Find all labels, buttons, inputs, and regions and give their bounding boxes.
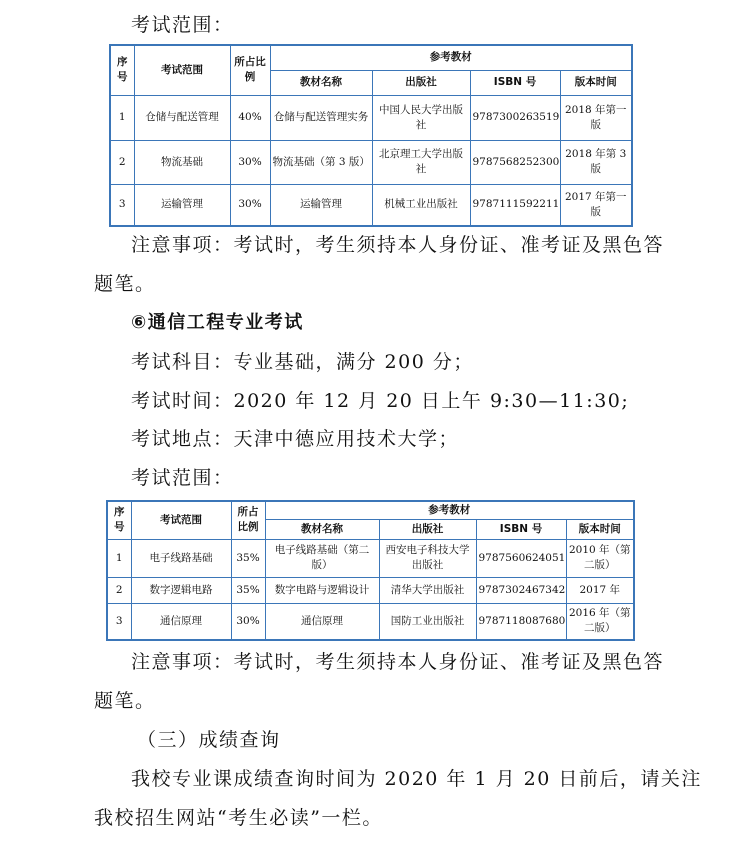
cell-edition: 2017 年 xyxy=(566,577,634,603)
cell-edition: 2018 年第 3 版 xyxy=(560,140,632,184)
header-book: 教材名称 xyxy=(265,519,379,539)
cell-edition: 2016 年（第二版） xyxy=(566,603,634,640)
cell-book: 通信原理 xyxy=(265,603,379,640)
section-title: ⑥通信工程专业考试 xyxy=(131,312,304,333)
note-1: 注意事项：考试时，考生须持本人身份证、准考证及黑色答 xyxy=(131,234,665,256)
scope-label: 考试范围： xyxy=(131,467,234,489)
cell-edition: 2018 年第一版 xyxy=(560,95,632,140)
header-publisher: 出版社 xyxy=(372,70,470,95)
header-scope: 考试范围 xyxy=(131,501,231,539)
exam-subject: 考试科目：专业基础，满分 200 分； xyxy=(131,351,474,373)
reference-table-logistics xyxy=(109,44,633,227)
cell-publisher: 清华大学出版社 xyxy=(379,577,476,603)
header-seq: 序号 xyxy=(110,45,134,95)
scope-label-top: 考试范围： xyxy=(131,14,234,36)
header-ratio: 所占比例 xyxy=(230,45,270,95)
exam-place: 考试地点：天津中德应用技术大学； xyxy=(131,428,460,450)
cell-publisher: 国防工业出版社 xyxy=(379,603,476,640)
table-row xyxy=(110,184,632,226)
header-ratio: 所占比例 xyxy=(231,501,265,539)
header-edition: 版本时间 xyxy=(560,70,632,95)
cell-scope: 物流基础 xyxy=(134,140,230,184)
query-heading: （三）成绩查询 xyxy=(137,729,281,751)
note-2: 注意事项：考试时，考生须持本人身份证、准考证及黑色答 xyxy=(131,651,665,673)
header-edition: 版本时间 xyxy=(566,519,634,539)
header-isbn: ISBN 号 xyxy=(476,519,566,539)
header-isbn: ISBN 号 xyxy=(470,70,560,95)
cell-isbn: 9787118087680 xyxy=(476,603,566,640)
cell-ratio: 30% xyxy=(231,603,265,640)
table-row xyxy=(107,577,634,603)
cell-ratio: 35% xyxy=(231,577,265,603)
cell-ratio: 30% xyxy=(230,184,270,226)
cell-publisher: 中国人民大学出版社 xyxy=(372,95,470,140)
cell-book: 物流基础（第 3 版） xyxy=(270,140,372,184)
table-row xyxy=(107,603,634,640)
exam-time: 考试时间：2020 年 12 月 20 日上午 9:30—11:30; xyxy=(131,390,630,412)
cell-book: 数字电路与逻辑设计 xyxy=(265,577,379,603)
table-row xyxy=(110,95,632,140)
cell-seq: 2 xyxy=(110,140,134,184)
cell-seq: 1 xyxy=(107,539,131,577)
cell-publisher: 机械工业出版社 xyxy=(372,184,470,226)
cell-isbn: 9787302467342 xyxy=(476,577,566,603)
cell-isbn: 9787111592211 xyxy=(470,184,560,226)
cell-seq: 1 xyxy=(110,95,134,140)
cell-scope: 电子线路基础 xyxy=(131,539,231,577)
cell-scope: 通信原理 xyxy=(131,603,231,640)
query-text-continued: 我校招生网站“考生必读”一栏。 xyxy=(94,807,383,829)
cell-scope: 数字逻辑电路 xyxy=(131,577,231,603)
cell-seq: 2 xyxy=(107,577,131,603)
cell-seq: 3 xyxy=(107,603,131,640)
reference-table-telecom xyxy=(106,500,635,641)
cell-book: 仓储与配送管理实务 xyxy=(270,95,372,140)
note-1-continued: 题笔。 xyxy=(94,273,156,295)
cell-isbn: 9787560624051 xyxy=(476,539,566,577)
cell-publisher: 北京理工大学出版社 xyxy=(372,140,470,184)
note-2-continued: 题笔。 xyxy=(94,690,156,712)
cell-book: 运输管理 xyxy=(270,184,372,226)
cell-seq: 3 xyxy=(110,184,134,226)
query-text: 我校专业课成绩查询时间为 2020 年 1 月 20 日前后，请关注 xyxy=(131,768,702,790)
cell-ratio: 30% xyxy=(230,140,270,184)
header-reference: 参考教材 xyxy=(270,45,632,70)
cell-ratio: 35% xyxy=(231,539,265,577)
table-row xyxy=(107,539,634,577)
header-publisher: 出版社 xyxy=(379,519,476,539)
header-book: 教材名称 xyxy=(270,70,372,95)
cell-scope: 运输管理 xyxy=(134,184,230,226)
header-seq: 序号 xyxy=(107,501,131,539)
cell-isbn: 9787300263519 xyxy=(470,95,560,140)
cell-edition: 2017 年第一版 xyxy=(560,184,632,226)
cell-ratio: 40% xyxy=(230,95,270,140)
table-row xyxy=(110,140,632,184)
header-reference: 参考教材 xyxy=(265,501,634,519)
header-scope: 考试范围 xyxy=(134,45,230,95)
cell-edition: 2010 年（第二版） xyxy=(566,539,634,577)
cell-isbn: 9787568252300 xyxy=(470,140,560,184)
cell-book: 电子线路基础（第二版） xyxy=(265,539,379,577)
cell-publisher: 西安电子科技大学出版社 xyxy=(379,539,476,577)
cell-scope: 仓储与配送管理 xyxy=(134,95,230,140)
